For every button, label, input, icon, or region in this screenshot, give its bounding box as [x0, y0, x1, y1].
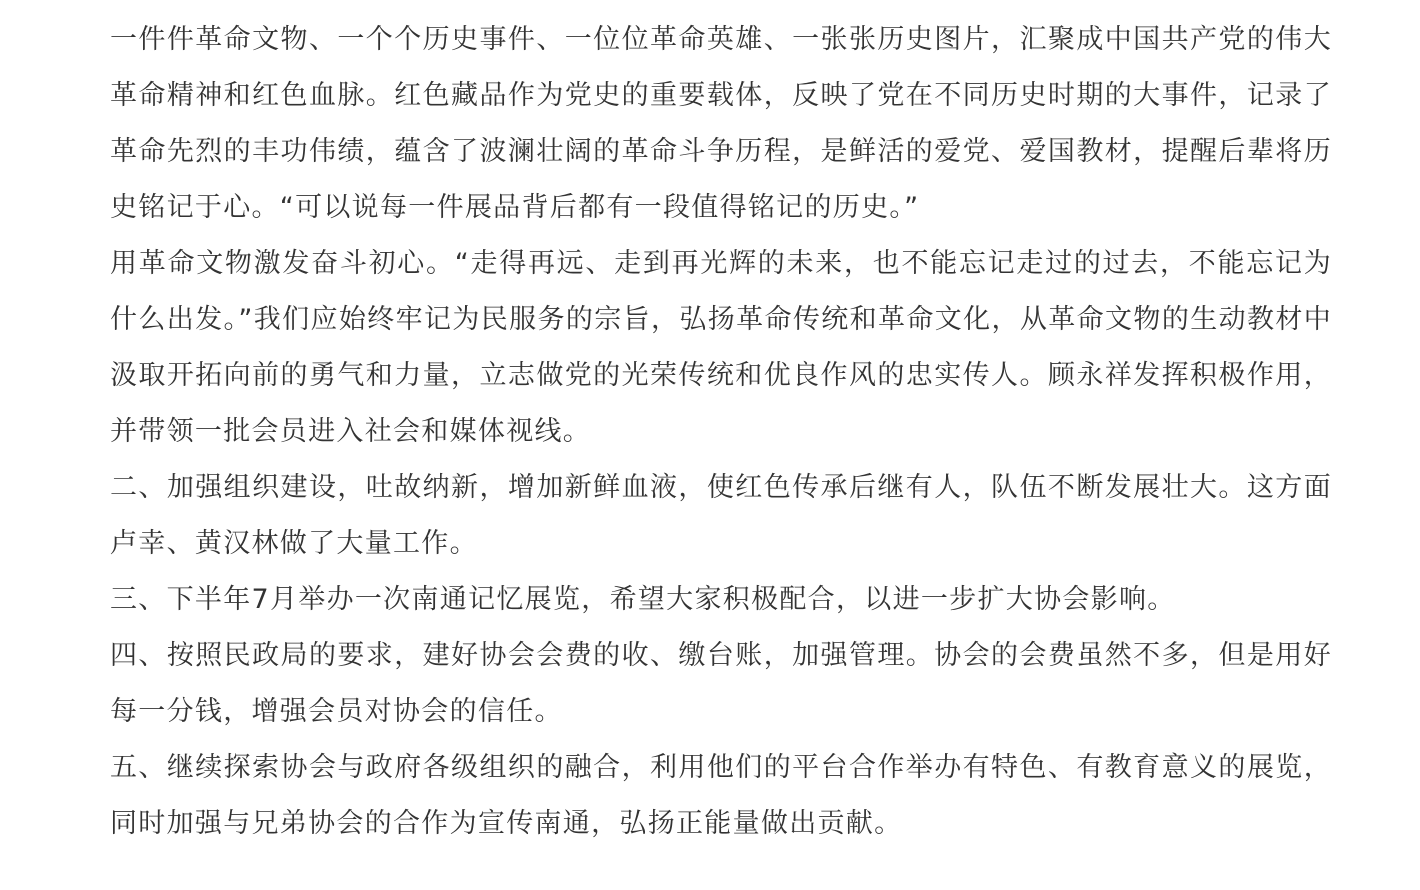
- paragraph-item-2-organization: 二、加强组织建设，吐故纳新，增加新鲜血液，使红色传承后继有人，队伍不断发展壮大。这方面卢幸、黄汉林做了大量工作。: [110, 472, 1332, 559]
- paragraph-revolutionary-heritage: 用革命文物激发奋斗初心。“走得再远、走到再光辉的未来，也不能忘记走过的过去，不能忘记为什么出发。”我们应始终牢记为民服务的宗旨，弘扬革命传统和革命文化，从革命文物的生动教材中汲取开拓向前的勇气和力量，立志做党的光荣传统和优良作风的忠实传人。顾永祥发挥积极作用，并带领一批会员进入社会和媒体视线。: [110, 248, 1332, 447]
- paragraph-red-relics: 一件件革命文物、一个个历史事件、一位位革命英雄、一张张历史图片，汇聚成中国共产党的伟大革命精神和红色血脉。红色藏品作为党史的重要载体，反映了党在不同历史时期的大事件，记录了革命先烈的丰功伟绩，蕴含了波澜壮阔的革命斗争历程，是鲜活的爱党、爱国教材，提醒后辈将历史铭记于心。“可以说每一件展品背后都有一段值得铭记的历史。”: [110, 24, 1332, 223]
- paragraph-item-4-fees: 四、按照民政局的要求，建好协会会费的收、缴台账，加强管理。协会的会费虽然不多，但是用好每一分钱，增强会员对协会的信任。: [110, 640, 1332, 727]
- article-body: [110, 12, 1332, 852]
- paragraph-item-3-exhibition: 三、下半年7月举办一次南通记忆展览，希望大家积极配合，以进一步扩大协会影响。: [110, 584, 1176, 615]
- paragraph-item-5-cooperation: 五、继续探索协会与政府各级组织的融合，利用他们的平台合作举办有特色、有教育意义的展览，同时加强与兄弟协会的合作为宣传南通，弘扬正能量做出贡献。: [110, 752, 1332, 839]
